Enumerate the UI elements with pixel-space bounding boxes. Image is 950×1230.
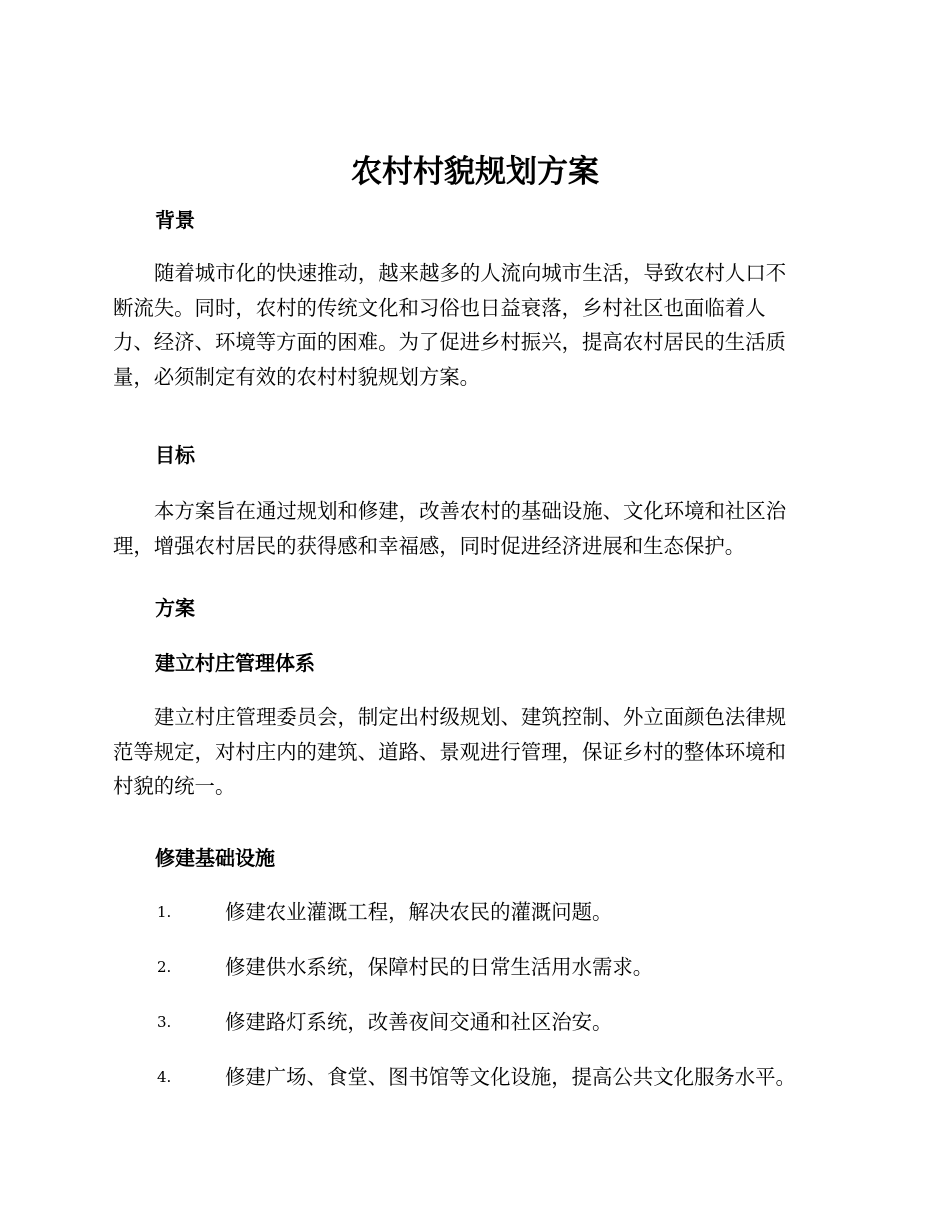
list-text: 修建广场、食堂、图书馆等文化设施，提高公共文化服务水平。 — [225, 1065, 796, 1089]
list-text: 修建路灯系统，改善夜间交通和社区治安。 — [225, 1010, 613, 1034]
list-number: 3. — [157, 1013, 172, 1031]
heading-plan: 方案 — [155, 596, 195, 620]
list-text: 修建农业灌溉工程，解决农民的灌溉问题。 — [225, 900, 613, 924]
list-number: 2. — [157, 958, 172, 976]
list-item — [0, 895, 950, 929]
list-text: 修建供水系统，保障村民的日常生活用水需求。 — [225, 955, 654, 979]
heading-goal: 目标 — [155, 443, 195, 467]
list-item — [0, 950, 950, 984]
paragraph-background: 随着城市化的快速推动，越来越多的人流向城市生活，导致农村人口不 断流失。同时，农村的传统文化和习俗也日益衰落，乡村社区也面临着人 力、经济、环境等方面的困难。为了促进乡村振兴，提高农村居民的生活质 量，必须制定有效的农村村貌规划方案。 — [113, 261, 787, 389]
list-item — [0, 1060, 950, 1094]
heading-infrastructure: 修建基础设施 — [155, 846, 275, 870]
list-number: 4. — [157, 1068, 172, 1086]
heading-management: 建立村庄管理体系 — [155, 651, 315, 675]
list-item — [0, 1005, 950, 1039]
paragraph-goal: 本方案旨在通过规划和修建，改善农村的基础设施、文化环境和社区治 理，增强农村居民的获得感和幸福感，同时促进经济进展和生态保护。 — [113, 499, 787, 558]
heading-background: 背景 — [155, 208, 195, 232]
paragraph-management: 建立村庄管理委员会，制定出村级规划、建筑控制、外立面颜色法律规 范等规定，对村庄内的建筑、道路、景观进行管理，保证乡村的整体环境和 村貌的统一。 — [113, 705, 787, 798]
document-title: 农村村貌规划方案 — [351, 154, 599, 190]
list-number: 1. — [157, 903, 172, 921]
